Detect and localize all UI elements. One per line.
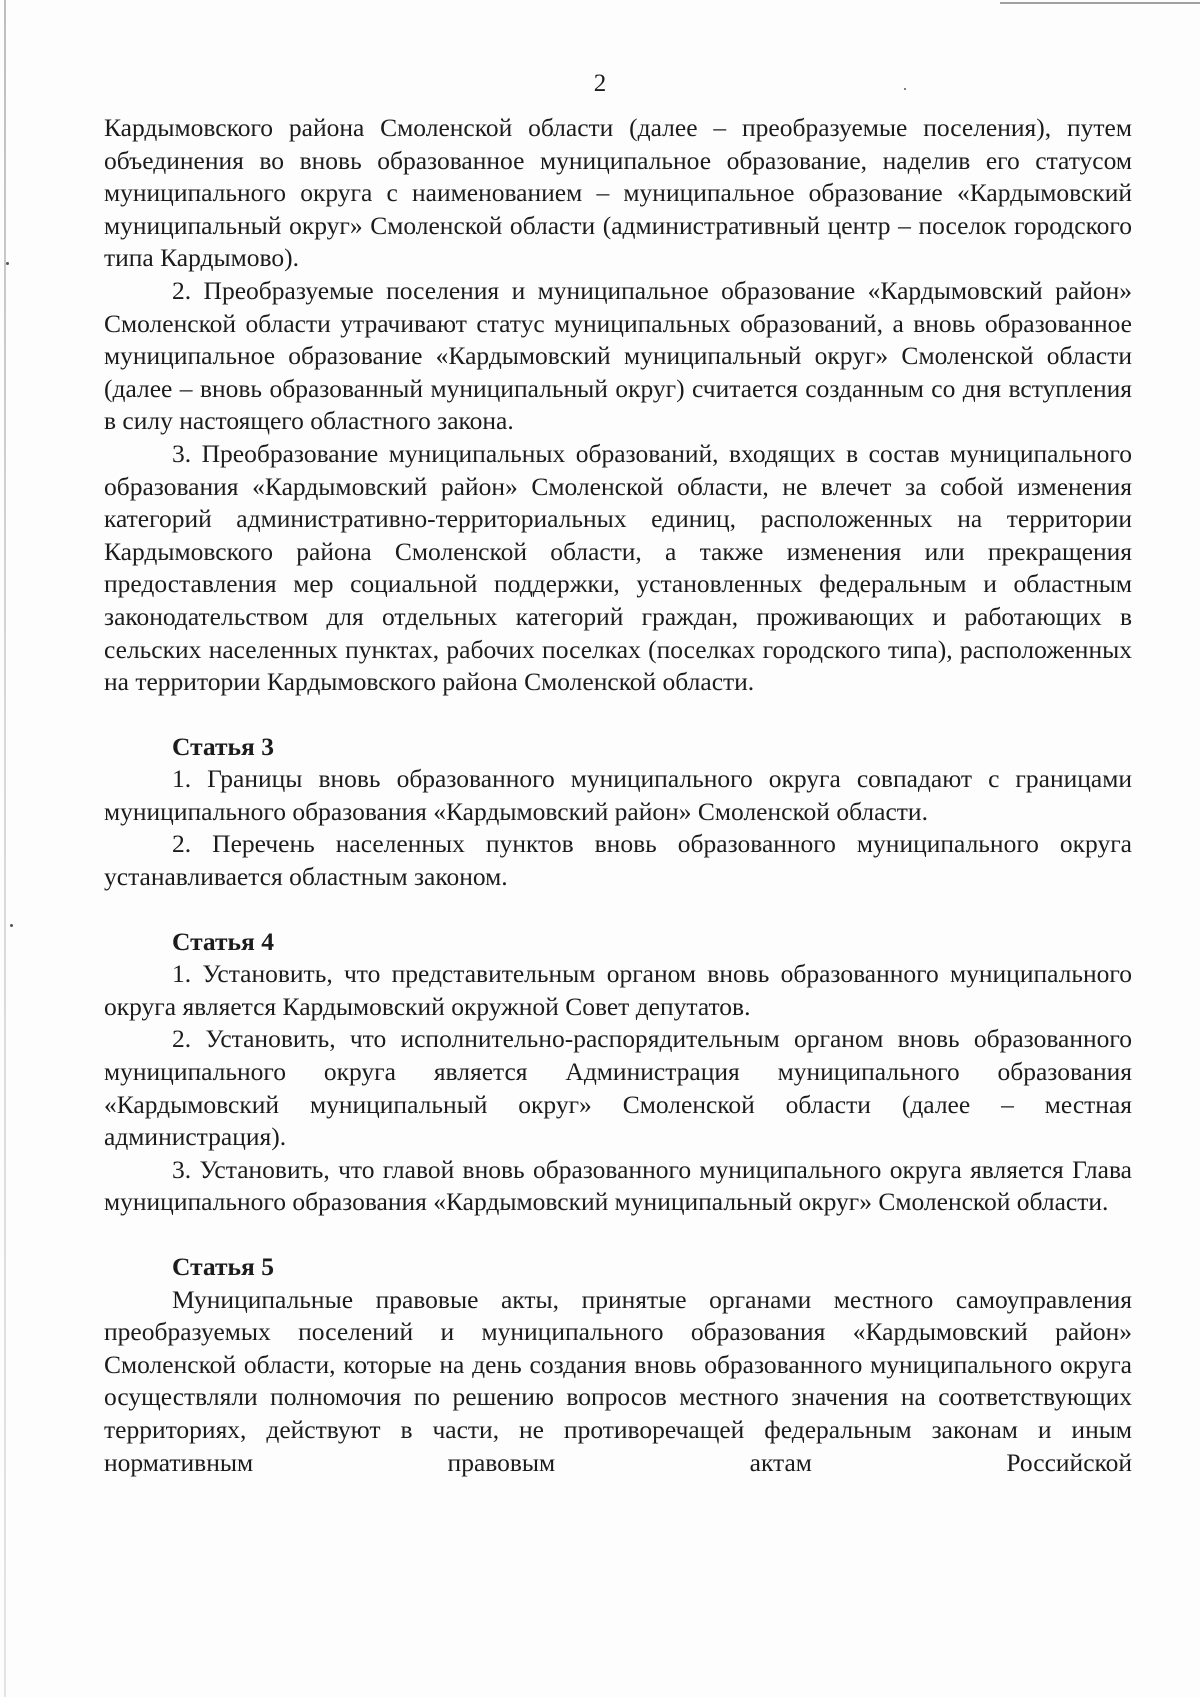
- article-4-paragraph-3: 3. Установить, что главой вновь образованного муниципального округа является Глава муниципального образования «Кардымовский муниципальный округ» Смоленской области.: [104, 1154, 1132, 1217]
- intro-paragraph-2: 2. Преобразуемые поселения и муниципальное образование «Кардымовский район» Смоленской области утрачивают статус муниципальных образований, а вновь образованное муниципальное образование «Кардымовский муниципальный округ» Смоленской области (далее – вновь образованный муниципальный округ) считается созданным со дня вступления в силу настоящего областного закона.: [104, 275, 1132, 436]
- article-3-paragraph-1: 1. Границы вновь образованного муниципального округа совпадают с границами муниципального образования «Кардымовский район» Смоленской области.: [104, 764, 1132, 826]
- article-4-paragraph-2: 2. Установить, что исполнительно-распорядительным органом вновь образованного муниципального округа является Администрация муниципального образования «Кардымовский муниципальный округ» Смоленской области (далее – местная администрация).: [104, 1024, 1132, 1152]
- scan-speck: [6, 262, 9, 265]
- scan-edge-left: [4, 0, 6, 1697]
- article-3-heading: Статья 3: [172, 731, 274, 761]
- intro-paragraph-1: Кардымовского района Смоленской области (далее – преобразуемые поселения), путем объединения во вновь образованное муниципальное образование, наделив его статусом муниципального округа с наименованием – муниципальное образование «Кардымовский муниципальный округ» Смоленской области (административный центр – поселок городского типа Кардымово).: [104, 113, 1132, 273]
- page-number: 2: [593, 70, 607, 97]
- intro-paragraph-3: 3. Преобразование муниципальных образований, входящих в состав муниципального образования «Кардымовский район» Смоленской области, не влечет за собой изменения категорий административно-территориальных единиц, расположенных на территории Кардымовского района Смоленской области, а также изменения или прекращения предоставления мер социальной поддержки, установленных федеральным и областным законодательством для отдельных категорий граждан, проживающих и работающих в сельских населенных пунктах, рабочих поселках (поселках городского типа), расположенных на территории Кардымовского района Смоленской области.: [104, 438, 1132, 697]
- article-5-paragraph-1: Муниципальные правовые акты, принятые органами местного самоуправления преобразуемых поселений и муниципального образования «Кардымовский район» Смоленской области, которые на день создания вновь образованного муниципального округа осуществляли полномочия по решению вопросов местного значения на соответствующих территориях, действуют в части, не противоречащей федеральным законам и иным нормативным правовым актам Российской: [104, 1284, 1132, 1477]
- article-4-heading: Статья 4: [172, 926, 274, 956]
- document-body: [104, 112, 1132, 1479]
- scan-speck: [10, 924, 13, 927]
- scan-edge-top: [1000, 2, 1200, 4]
- article-4-paragraph-1: 1. Установить, что представительным органом вновь образованного муниципального округа является Кардымовский окружной Совет депутатов.: [104, 959, 1132, 1021]
- article-3-paragraph-2: 2. Перечень населенных пунктов вновь образованного муниципального округа устанавливается областным законом.: [104, 829, 1132, 892]
- article-5-heading: Статья 5: [172, 1252, 274, 1281]
